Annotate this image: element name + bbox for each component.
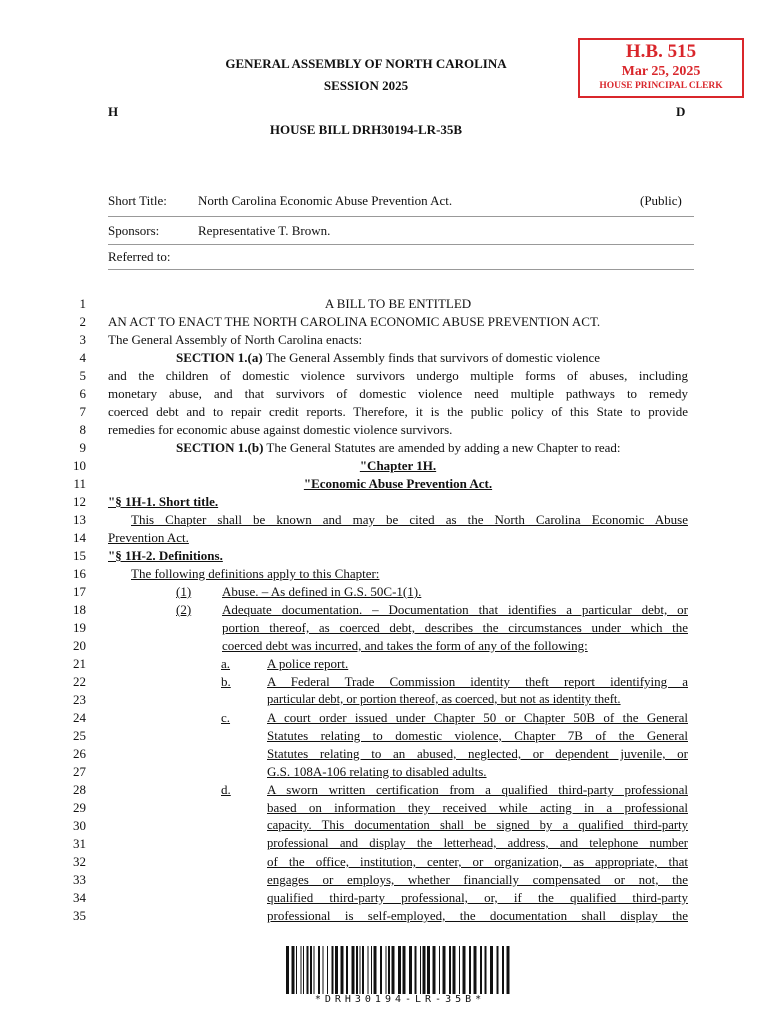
item-marker: (1) [176, 584, 192, 599]
text-line: monetary abuse, and that survivors of domestic violence need multiple pathways to remedy [108, 386, 688, 401]
barcode-bar [374, 946, 377, 994]
barcode-bar [392, 946, 395, 994]
barcode-bar [301, 946, 302, 994]
line-number: 20 [73, 638, 86, 653]
text-line: portion thereof, as coerced debt, describes the circumstances under which the [222, 620, 688, 635]
item-marker: a. [221, 656, 231, 671]
stamp-bill-number: H.B. 515 [625, 41, 697, 62]
barcode-bar [480, 946, 482, 994]
text-line: professional is self-employed, the documentation shall display the [267, 908, 688, 923]
barcode-text: *DRH30194-LR-35B* [314, 994, 486, 1005]
barcode-bar [485, 946, 487, 994]
stamp-date: Mar 25, 2025 [621, 64, 701, 79]
item-marker: c. [221, 710, 231, 725]
text-line: A court order issued under Chapter 50 or Chapter 50B of the General [267, 710, 688, 725]
sponsors-value: Representative T. Brown. [198, 223, 331, 238]
section-text: The General Assembly finds that survivors of domestic violence [262, 350, 601, 365]
barcode-bar [459, 946, 460, 994]
section-label: SECTION 1.(b) [176, 440, 264, 455]
line-number: 12 [73, 494, 86, 509]
text-line: G.S. 108A-106 relating to disabled adults. [267, 764, 487, 779]
line-number: 30 [73, 818, 86, 833]
text-line: of the office, institution, center, or organization, as appropriate, that [267, 854, 688, 869]
line-number: 10 [73, 458, 86, 473]
text-line: The following definitions apply to this Chapter: [131, 566, 380, 581]
divider [108, 269, 694, 270]
barcode-bar [323, 946, 324, 994]
line-number: 34 [73, 890, 86, 905]
line-number: 33 [73, 872, 86, 887]
barcode-bar [453, 946, 456, 994]
sponsors-label: Sponsors: [108, 223, 160, 238]
barcode-bar [371, 946, 372, 994]
line-number: 27 [73, 764, 86, 779]
barcode-bar [463, 946, 466, 994]
barcode-bar [307, 946, 309, 994]
section-label: SECTION 1.(a) [176, 350, 263, 365]
barcode-bar [360, 946, 361, 994]
item-marker: d. [221, 782, 231, 797]
text-line: professional and display the letterhead, address, and telephone number [267, 836, 688, 850]
stamp-clerk: HOUSE PRINCIPAL CLERK [599, 81, 723, 91]
barcode-bar [356, 946, 358, 994]
chamber-code: H [108, 104, 119, 119]
bill-id-heading: HOUSE BILL DRH30194-LR-35B [269, 122, 463, 137]
text-line: Adequate documentation. – Documentation that identifies a particular debt, or [222, 602, 688, 617]
barcode-bar [490, 946, 493, 994]
line-number: 32 [73, 854, 86, 869]
line-number: 16 [73, 566, 86, 581]
line-number: 19 [73, 620, 86, 635]
text-line: based on information they received while acting in a professional [267, 800, 688, 815]
line-number: 3 [79, 332, 86, 347]
text-line: This Chapter shall be known and may be cited as the North Carolina Economic Abuse [131, 512, 688, 527]
barcode-bar [292, 946, 295, 994]
text-line: Abuse. – As defined in G.S. 50C-1(1). [222, 584, 422, 599]
line-number: 9 [79, 440, 86, 455]
text-line: qualified third-party professional, or, if the qualified third-party [267, 890, 688, 905]
barcode [286, 946, 514, 994]
section-heading: "§ 1H-1. Short title. [108, 494, 219, 509]
barcode-bar [469, 946, 471, 994]
text-line: and the children of domestic violence survivors undergo multiple forms of abuses, including [108, 368, 688, 383]
public-tag: (Public) [640, 193, 682, 208]
barcode-bar [415, 946, 417, 994]
barcode-bar [335, 946, 338, 994]
text-line: A sworn written certification from a qualified third-party professional [267, 782, 688, 797]
bill-title-line: A BILL TO BE ENTITLED [324, 296, 472, 311]
barcode-bar [403, 946, 406, 994]
barcode-bar [346, 946, 348, 994]
barcode-bar [318, 946, 320, 994]
barcode-bar [439, 946, 440, 994]
line-number: 23 [73, 692, 86, 707]
line-number: 14 [73, 530, 86, 545]
item-marker: (2) [176, 602, 192, 617]
section-text: The General Statutes are amended by adding a new Chapter to read: [263, 440, 621, 455]
barcode-bar [386, 946, 387, 994]
short-title-label: Short Title: [108, 193, 167, 208]
line-number: 31 [73, 836, 86, 851]
line-number: 29 [73, 800, 86, 815]
barcode-bar [497, 946, 499, 994]
section-line [176, 350, 600, 366]
section-heading: "§ 1H-2. Definitions. [108, 548, 223, 563]
barcode-bar [502, 946, 504, 994]
line-number: 26 [73, 746, 86, 761]
barcode-bar [420, 946, 421, 994]
assembly-heading: GENERAL ASSEMBLY OF NORTH CAROLINA [225, 56, 507, 71]
divider [108, 244, 694, 245]
line-number: 25 [73, 728, 86, 743]
line-number: 8 [79, 422, 86, 437]
text-line: A police report. [267, 656, 349, 671]
chapter-heading: "Chapter 1H. [359, 458, 437, 473]
text-line: Prevention Act. [108, 530, 189, 545]
barcode-bar [296, 946, 297, 994]
line-number: 6 [79, 386, 86, 401]
line-number: 4 [79, 350, 86, 365]
text-line: A Federal Trade Commission identity theft report identifying a [267, 674, 688, 689]
barcode-bar [286, 946, 289, 994]
barcode-bar [388, 946, 390, 994]
text-line: engages or employs, whether financially compensated or not, the [267, 872, 688, 887]
barcode-bar [310, 946, 312, 994]
text-line: Statutes relating to an abused, neglected, or dependent juvenile, or [267, 746, 688, 761]
barcode-bar [362, 946, 364, 994]
line-number: 15 [73, 548, 86, 563]
line-number: 2 [79, 314, 86, 329]
line-number: 13 [73, 512, 86, 527]
text-line: particular debt, or portion thereof, as coerced, but not as identity theft. [267, 692, 621, 706]
session-heading: SESSION 2025 [323, 78, 409, 93]
divider [108, 216, 694, 217]
line-number: 1 [79, 296, 86, 311]
filing-stamp [578, 38, 744, 98]
barcode-bar [449, 946, 451, 994]
barcode-bar [380, 946, 382, 994]
barcode-bar [327, 946, 328, 994]
line-number: 5 [79, 368, 86, 383]
chapter-title: "Economic Abuse Prevention Act. [303, 476, 493, 491]
barcode-bar [443, 946, 446, 994]
line-number: 28 [73, 782, 86, 797]
barcode-bar [474, 946, 477, 994]
line-number: 21 [73, 656, 86, 671]
barcode-bar [314, 946, 315, 994]
barcode-bar [341, 946, 344, 994]
barcode-bar [423, 946, 426, 994]
section-line [176, 440, 621, 456]
referred-label: Referred to: [108, 249, 171, 264]
act-title-line: AN ACT TO ENACT THE NORTH CAROLINA ECONOMIC ABUSE PREVENTION ACT. [108, 314, 601, 329]
line-number: 18 [73, 602, 86, 617]
line-number: 35 [73, 908, 86, 923]
line-number: 22 [73, 674, 86, 689]
short-title-value: North Carolina Economic Abuse Prevention Act. [198, 193, 453, 208]
barcode-bar [352, 946, 355, 994]
text-line: coerced debt and to repair credit reports. Therefore, it is the public policy of this State to provide [108, 404, 688, 419]
draft-code: D [676, 104, 686, 119]
line-number: 24 [73, 710, 86, 725]
line-number: 7 [79, 404, 86, 419]
text-line: coerced debt was incurred, and takes the form of any of the following: [222, 638, 588, 653]
text-line: Statutes relating to domestic violence, Chapter 7B of the General [267, 728, 688, 743]
barcode-bar [427, 946, 430, 994]
barcode-bar [507, 946, 510, 994]
barcode-bar [303, 946, 304, 994]
line-number: 11 [73, 476, 86, 491]
enacting-clause: The General Assembly of North Carolina enacts: [108, 332, 363, 347]
item-marker: b. [221, 674, 231, 689]
barcode-bar [398, 946, 401, 994]
line-number: 17 [73, 584, 86, 599]
barcode-bar [368, 946, 369, 994]
barcode-bar [433, 946, 436, 994]
barcode-bar [409, 946, 412, 994]
text-line: remedies for economic abuse against domestic violence survivors. [108, 422, 453, 437]
barcode-bar [332, 946, 334, 994]
text-line: capacity. This documentation shall be signed by a qualified third-party [267, 818, 688, 832]
